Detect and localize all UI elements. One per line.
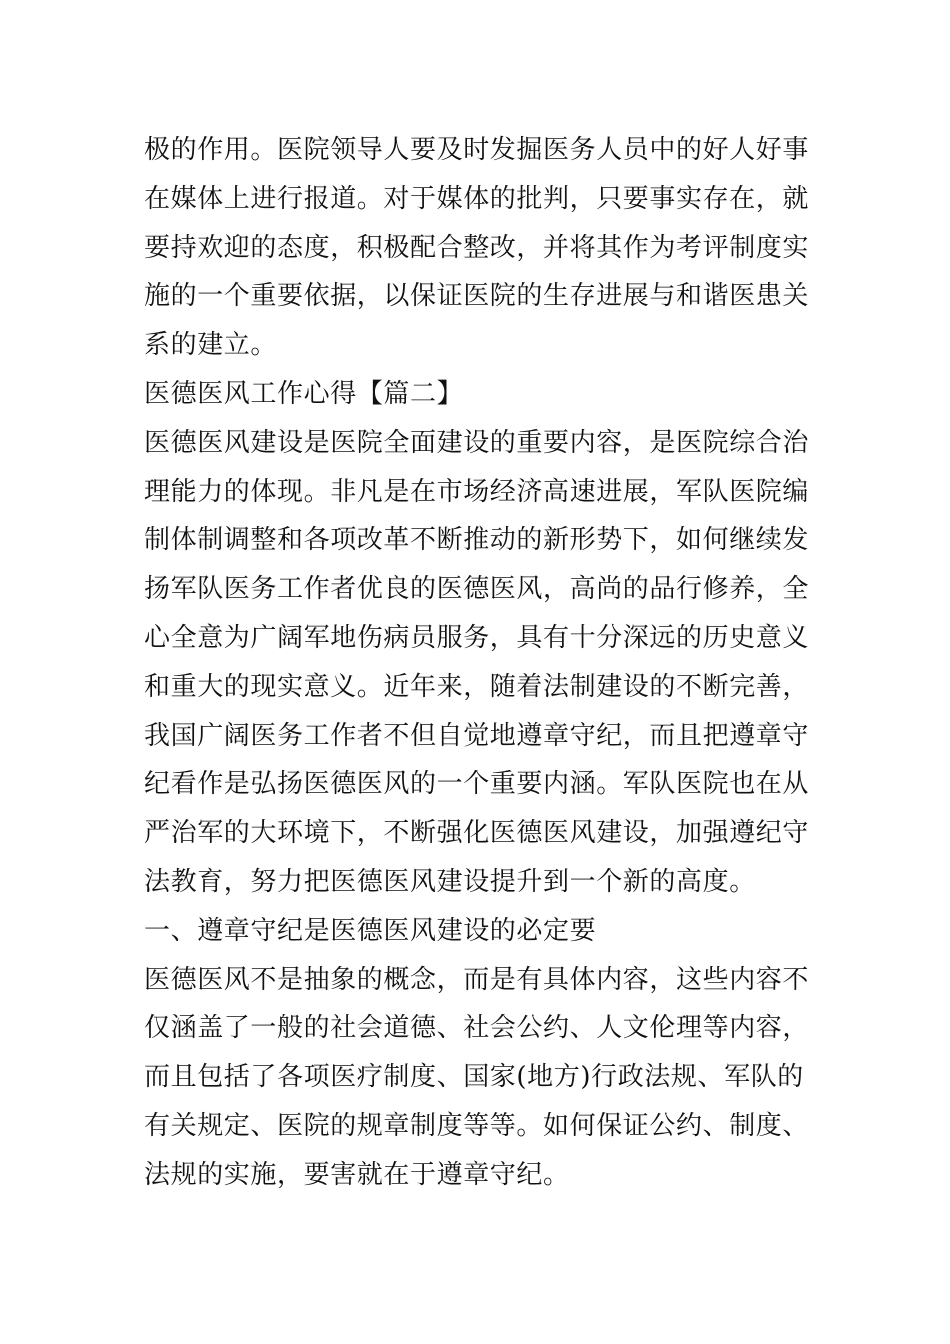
text-line: 有关规定、医院的规章制度等等。如何保证公约、制度、 bbox=[144, 1110, 810, 1141]
text-line: 医德医风不是抽象的概念，而是有具体内容，这些内容不 bbox=[144, 964, 810, 995]
text-line: 和重大的现实意义。近年来，随着法制建设的不断完善， bbox=[144, 671, 810, 702]
text-line: 严治军的大环境下，不断强化医德医风建设，加强遵纪守 bbox=[144, 818, 810, 849]
text-line: 理能力的体现。非凡是在市场经济高速进展，军队医院编 bbox=[144, 476, 810, 507]
text-line: 要持欢迎的态度，积极配合整改，并将其作为考评制度实 bbox=[144, 232, 810, 263]
text-line: 法教育，努力把医德医风建设提升到一个新的高度。 bbox=[144, 866, 756, 897]
text-line: 极的作用。医院领导人要及时发掘医务人员中的好人好事 bbox=[144, 135, 810, 165]
text-line: 在媒体上进行报道。对于媒体的批判，只要事实存在，就 bbox=[144, 183, 810, 214]
text-line: 系的建立。 bbox=[144, 330, 278, 361]
text-line: 而且包括了各项医疗制度、国家(地方)行政法规、军队的 bbox=[144, 1062, 804, 1093]
subsection-heading: 一、遵章守纪是医德医风建设的必定要 bbox=[144, 915, 597, 946]
text-line: 我国广阔医务工作者不但自觉地遵章守纪，而且把遵章守 bbox=[144, 720, 810, 751]
text-line: 扬军队医务工作者优良的医德医风，高尚的品行修养，全 bbox=[144, 574, 810, 605]
section-heading: 医德医风工作心得【篇二】 bbox=[144, 378, 464, 409]
text-line: 仅涵盖了一般的社会道德、社会公约、人文伦理等内容， bbox=[144, 1013, 810, 1044]
text-line: 医德医风建设是医院全面建设的重要内容，是医院综合治 bbox=[144, 427, 810, 458]
text-line: 心全意为广阔军地伤病员服务，具有十分深远的历史意义 bbox=[144, 622, 810, 653]
text-line: 法规的实施，要害就在于遵章守纪。 bbox=[144, 1159, 570, 1190]
text-line: 施的一个重要依据，以保证医院的生存进展与和谐医患关 bbox=[144, 281, 810, 312]
text-line: 纪看作是弘扬医德医风的一个重要内涵。军队医院也在从 bbox=[144, 769, 810, 800]
document-body bbox=[144, 126, 814, 1200]
text-line: 制体制调整和各项改革不断推动的新形势下，如何继续发 bbox=[144, 525, 810, 556]
